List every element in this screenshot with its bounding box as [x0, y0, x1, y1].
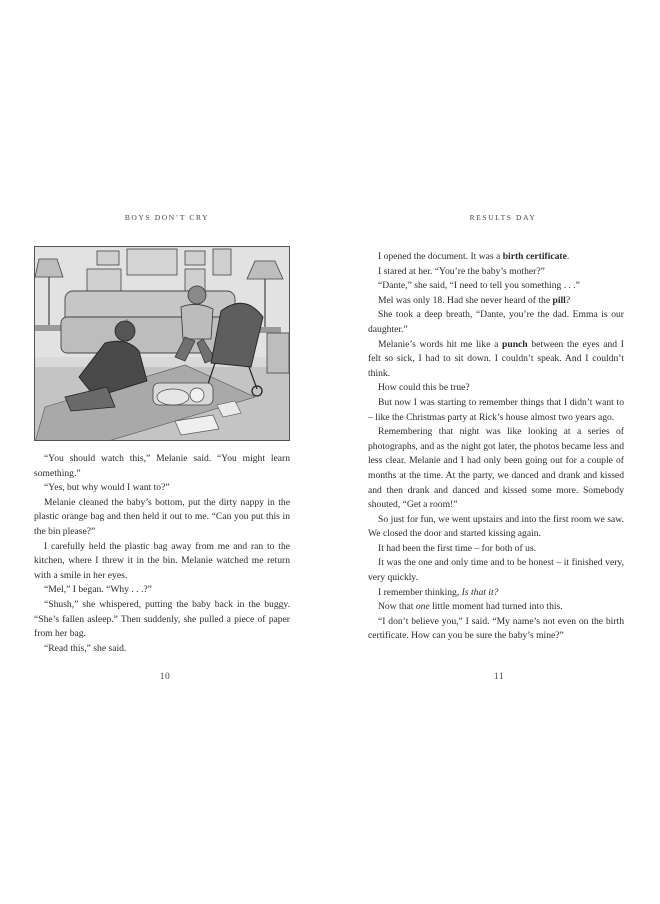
running-head-right: RESULTS DAY: [469, 213, 537, 222]
paragraph: [34, 598, 290, 642]
paragraph: [368, 338, 624, 382]
emphasis-text: one: [415, 601, 430, 613]
paragraph-text: I opened the document. It was a: [378, 251, 503, 262]
paragraph: [368, 294, 624, 309]
paragraph-text: It was the one and only time and to be honest – it finished very, very quickly.: [368, 557, 624, 584]
illustration-living-room: [34, 246, 290, 441]
paragraph: [368, 425, 624, 513]
emphasis-text: pill: [552, 294, 566, 306]
paragraph-text: ?: [565, 294, 571, 306]
paragraph-text: .: [566, 251, 570, 262]
paragraph-text: I stared at her. “You’re the baby’s mother?”: [378, 265, 545, 277]
right-body-text: [368, 250, 624, 644]
paragraph: [368, 381, 624, 396]
illustration-drawing: [35, 247, 290, 441]
paragraph: [368, 615, 624, 644]
paragraph-text: It had been the first time – for both of us.: [378, 542, 536, 554]
paragraph-text: Melanie cleaned the baby’s bottom, put the dirty nappy in the plastic orange bag and then held it out to me. “Can you put this in the bin please?”: [34, 496, 290, 537]
paragraph: [34, 540, 290, 584]
paragraph-text: “You should watch this,” Melanie said. “You might learn something.”: [34, 453, 290, 479]
paragraph-text: But now I was starting to remember things that I didn’t want to – like the Christmas party at Rick’s house almost two years ago.: [368, 396, 624, 423]
paragraph: [34, 496, 290, 540]
paragraph-text: How could this be true?: [378, 382, 470, 394]
paragraph: [368, 265, 624, 280]
paragraph-text: I carefully held the plastic bag away from me and ran to the kitchen, where I threw it in the bin. Melanie watched me return with a smile in her eyes.: [34, 540, 290, 581]
paragraph: [34, 642, 290, 657]
emphasis-text: punch: [502, 338, 528, 350]
paragraph-text: “Shush,” she whispered, putting the baby back in the buggy. “She’s fallen asleep.” Then suddenly, she pulled a piece of paper from her bag.: [34, 598, 290, 640]
paragraph-text: “Mel,” I began. “Why . . .?”: [44, 584, 152, 596]
paragraph-text: I remember thinking,: [378, 586, 462, 598]
paragraph: [34, 583, 290, 598]
paragraph: [368, 279, 624, 294]
paragraph: [368, 250, 624, 265]
paragraph-text: Now that: [378, 601, 416, 613]
paragraph: [368, 586, 624, 601]
running-head-left: BOYS DON’T CRY: [124, 213, 210, 222]
paragraph: [34, 452, 290, 481]
paragraph: [368, 542, 624, 557]
emphasis-text: Is that it?: [461, 586, 499, 598]
paragraph: [34, 481, 290, 496]
paragraph-text: Melanie’s words hit me like a: [378, 338, 503, 350]
paragraph: [368, 556, 624, 585]
paragraph-text: “Dante,” she said, “I need to tell you something . . .”: [378, 280, 580, 292]
paragraph-text: Mel was only 18. Had she never heard of the: [378, 294, 553, 306]
paragraph-text: “Read this,” she said.: [44, 642, 127, 654]
page-number-right: 11: [493, 672, 505, 682]
paragraph-text: “Yes, but why would I want to?”: [44, 482, 170, 494]
paragraph-text: She took a deep breath, “Dante, you’re the dad. Emma is our daughter.”: [368, 309, 624, 335]
paragraph: [368, 513, 624, 542]
paragraph-text: “I don’t believe you,” I said. “My name’s not even on the birth certificate. How can you be sure the baby’s mine?”: [368, 615, 624, 642]
paragraph: [368, 396, 624, 425]
paragraph: [368, 308, 624, 337]
page-number-left: 10: [159, 672, 171, 682]
paragraph-text: Remembering that night was like looking at a series of photographs, and as the night got later, the photos became less and less clear. Melanie and I had only been going out for a couple of months at the time. At the party, we danced and drank and kissed and then drank and danced and kissed some more. Somebody shouted, “Get a room!”: [368, 426, 624, 511]
paragraph-text: little moment had turned into this.: [429, 601, 563, 613]
emphasis-text: birth certificate: [502, 251, 567, 262]
left-body-text: [34, 452, 290, 656]
paragraph-text: So just for fun, we went upstairs and into the first room we saw. We closed the door and started kissing again.: [368, 513, 624, 540]
paragraph-text: between the eyes and I felt so sick, I had to sit down. I couldn’t speak. And I couldn’t think.: [368, 338, 624, 379]
right-page: [330, 0, 660, 904]
paragraph: [368, 600, 624, 615]
